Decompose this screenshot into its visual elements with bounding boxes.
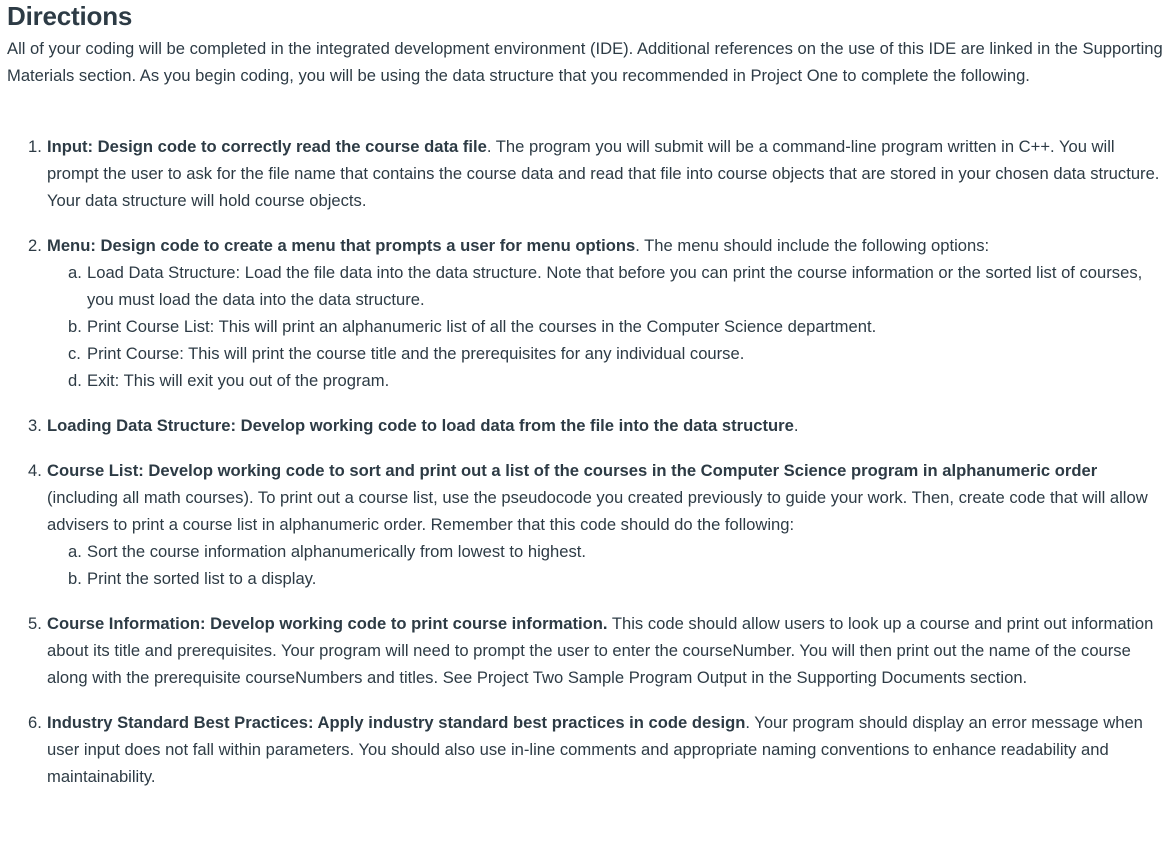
sub-item-letter: b.: [68, 569, 82, 588]
step-text: . The menu should include the following options:: [635, 236, 990, 255]
step-number: 3.: [28, 416, 42, 435]
step-number: 5.: [28, 614, 42, 633]
step-heading: Menu: Design code to create a menu that prompts a user for menu options: [47, 236, 636, 255]
sub-item-text: Exit: This will exit you out of the program.: [87, 371, 390, 390]
step-number: 2.: [28, 236, 42, 255]
sub-item-letter: a.: [68, 542, 82, 561]
step-5: [0, 610, 1165, 691]
sub-item: [47, 340, 1165, 367]
step-heading: Input: Design code to correctly read the course data file: [47, 137, 487, 156]
sub-item-text: Load Data Structure: Load the file data into the data structure. Note that before you can print the course information or the sorted list of courses, you must load the data into the data structure.: [87, 263, 1143, 309]
step-text: . Your program should display an error message when user input does not fall within parameters. You should also use in-line comments and appropriate naming conventions to enhance readability and maintainability.: [47, 713, 1143, 786]
page-title: Directions: [7, 1, 133, 31]
step-heading: Course Information: Develop working code to print course information.: [47, 614, 608, 633]
step-number: 4.: [28, 461, 42, 480]
sub-item: [47, 259, 1165, 313]
step-number: 1.: [28, 137, 42, 156]
step-text: (including all math courses). To print out a course list, use the pseudocode you created previously to guide your work. Then, create code that will allow advisers to print a course list in alphanumeric order. Remember that this code should do the following:: [47, 488, 1148, 534]
sub-item: [47, 367, 1165, 394]
directions-list: [0, 133, 1165, 808]
sub-item-text: Sort the course information alphanumerically from lowest to highest.: [87, 542, 586, 561]
step-heading: Loading Data Structure: Develop working code to load data from the file into the data structure: [47, 416, 794, 435]
step-6: [0, 709, 1165, 790]
sub-item-text: Print Course: This will print the course title and the prerequisites for any individual course.: [87, 344, 745, 363]
sub-item-text: Print the sorted list to a display.: [87, 569, 317, 588]
step-1: [0, 133, 1165, 214]
step-heading: Industry Standard Best Practices: Apply industry standard best practices in code design: [47, 713, 746, 732]
sub-item-letter: d.: [68, 371, 82, 390]
sub-item-letter: b.: [68, 317, 82, 336]
step-4: [0, 457, 1165, 592]
step-text: .: [793, 416, 799, 435]
step-heading: Course List: Develop working code to sort and print out a list of the courses in the Computer Science program in alphanumeric order: [47, 461, 1098, 480]
sub-item-letter: a.: [68, 263, 82, 282]
step-number: 6.: [28, 713, 42, 732]
step-2: [0, 232, 1165, 394]
step-text: . The program you will submit will be a command-line program written in C++. You will prompt the user to ask for the file name that contains the course data and read that file into course objects that are stored in your chosen data structure. Your data structure will hold course objects.: [47, 137, 1160, 210]
step-3: [0, 412, 1165, 439]
course-list-requirements: [47, 538, 1165, 592]
step-text: This code should allow users to look up a course and print out information about its title and prerequisites. Your program will need to prompt the user to enter the courseNumber. You will then print out the name of the course along with the prerequisite courseNumbers and titles. See Project Two Sample Program Output in the Supporting Documents section.: [47, 614, 1154, 687]
sub-item: [47, 313, 1165, 340]
intro-paragraph: All of your coding will be completed in the integrated development environment (IDE). Additional references on the use of this IDE are linked in the Supporting Materials section. As you begin coding, you will be using the data structure that you recommended in Project One to complete the following.: [7, 39, 1163, 85]
sub-item: [47, 565, 1165, 592]
sub-item-letter: c.: [68, 344, 81, 363]
sub-item-text: Print Course List: This will print an alphanumeric list of all the courses in the Computer Science department.: [87, 317, 877, 336]
menu-options-list: [47, 259, 1165, 394]
sub-item: [47, 538, 1165, 565]
